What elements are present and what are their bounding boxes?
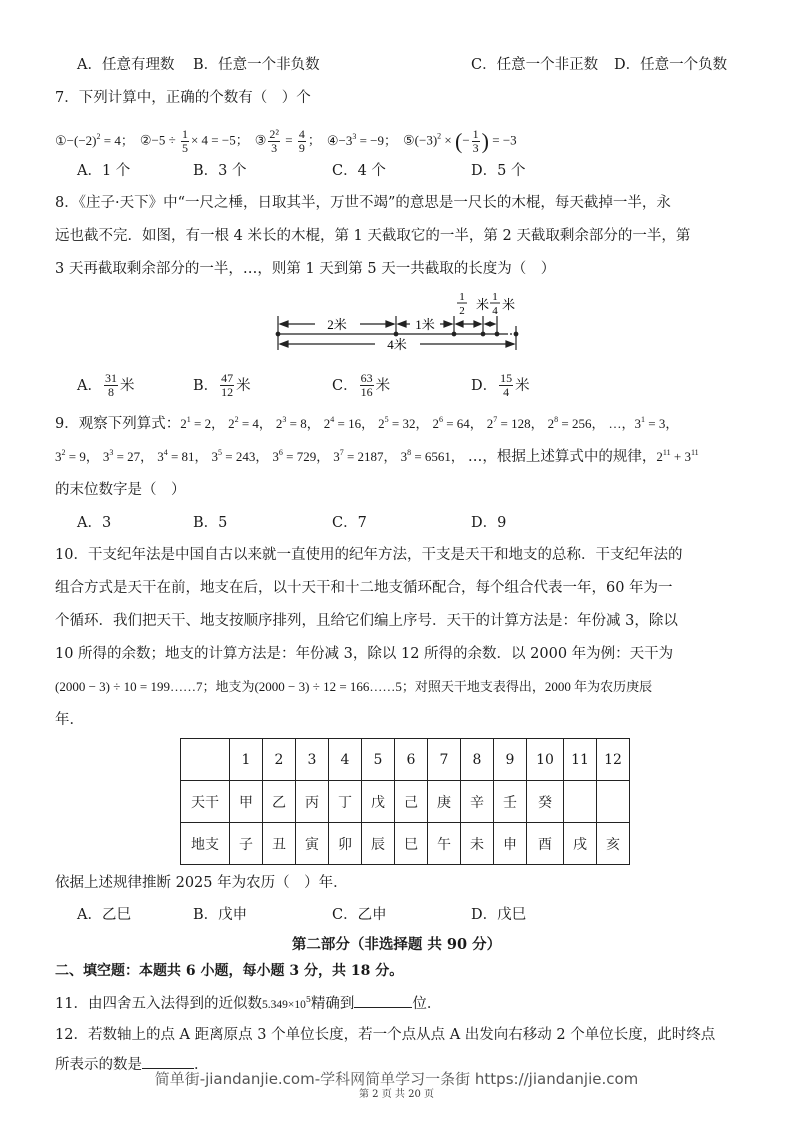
q12-answer-blank[interactable] xyxy=(142,1054,194,1069)
table-cell: 10 xyxy=(527,739,564,781)
table-cell: 壬 xyxy=(494,781,527,823)
power-expression: $3^7 = 2187$， xyxy=(333,448,397,464)
table-cell: 1 xyxy=(230,739,263,781)
q12-line-2: 所表示的数是 ． xyxy=(55,1054,209,1075)
page-number: 第 2 页 共 20 页 xyxy=(359,1089,434,1100)
table-cell: 酉 xyxy=(527,823,564,865)
table-cell: 11 xyxy=(564,739,597,781)
table-cell: 癸 xyxy=(527,781,564,823)
q6-option-a: A．任意有理数 xyxy=(77,57,175,73)
q9-line-2: $3^2 = 9$， $3^3 = 27$， $3^4 = 81$， $3^5 = 243$， $3^6 = 729$， $3^7 = 2187$， $3^8 = 6561$， …，根据上述算式中的规律，$2^{11} + 3^{11}$ xyxy=(55,448,699,465)
q7-option-d: D．5 个 xyxy=(471,163,526,179)
power-expression: $2^4 = 16$， xyxy=(323,415,375,431)
q10-question: 依据上述规律推断 2025 年为农历（ ）年． xyxy=(55,875,348,891)
diagram-label-1m: 1米 xyxy=(415,317,435,332)
power-expression: $2^2 = 4$， xyxy=(228,415,272,431)
table-row xyxy=(181,781,630,823)
table-cell: 地支 xyxy=(181,823,230,865)
table-cell: 亥 xyxy=(597,823,630,865)
q10-option-c: C．乙申 xyxy=(332,907,387,923)
q9-option-d: D．9 xyxy=(471,515,507,531)
power-expression: $2^3 = 8$， xyxy=(275,415,320,431)
q8-line-2: 远也截不完．如图，有一根 4 米长的木棍，第 1 天截取它的一半，第 2 天截取剩余部分的一半，第 xyxy=(55,228,691,244)
q9-option-c: C．7 xyxy=(332,515,367,531)
q6-option-b: B．任意一个非负数 xyxy=(193,57,320,73)
powers-of-3 xyxy=(55,449,468,464)
q8-option-c: C． $\frac{63}{16}$ 米 xyxy=(332,371,391,399)
diagram-half-unit: 米 xyxy=(476,297,490,312)
table-header-row xyxy=(181,739,630,781)
table-cell: 丑 xyxy=(263,823,296,865)
q11-answer-blank[interactable] xyxy=(354,993,412,1008)
q7-expr-5: $⑤(-3)^2$ × (− $\frac{1}{3}$ ) = −3 xyxy=(403,126,517,155)
diagram-quarter-num: 1 xyxy=(492,291,498,303)
diagram-label-4m: 4米 xyxy=(387,337,407,352)
power-expression: $3^4 = 81$， xyxy=(157,448,208,464)
table-cell: 戌 xyxy=(564,823,597,865)
table-cell: 巳 xyxy=(395,823,428,865)
q9-line-1: 9．观察下列算式：$2^1 = 2$， $2^2 = 4$， $2^3 = 8$， $2^4 = 16$， $2^5 = 32$， $2^6 = 64$， $2^7 = 128$， $2^8 = 256$， …，$3^1 = 3$， xyxy=(55,414,682,434)
power-expression: $2^5 = 32$， xyxy=(378,415,429,431)
stick-diagram xyxy=(270,286,530,354)
power-expression: $3^3 = 27$， xyxy=(102,448,154,464)
table-cell: 丁 xyxy=(329,781,362,823)
q7-option-c: C．4 个 xyxy=(332,163,386,179)
powers-of-3-start xyxy=(635,416,683,431)
table-cell: 辰 xyxy=(362,823,395,865)
q7-expr-2: ②−5 ÷ $\frac{1}{5}$ × 4 = −5； xyxy=(139,126,249,155)
ganzhi-table xyxy=(180,738,630,865)
q7-stem: 7．下列计算中，正确的个数有（ ）个 xyxy=(55,90,311,106)
q9-line-3: 的末位数字是（ ） xyxy=(55,482,186,498)
diagram-half-den: 2 xyxy=(459,305,465,317)
diagram-half-num: 1 xyxy=(459,291,465,303)
power-expression: $3^2 = 9$， xyxy=(55,448,99,464)
watermark: 简单街-jiandanjie.com-学科网简单学习一条街 https://jiandanjie.com xyxy=(154,1070,639,1088)
q9-option-a: A．3 xyxy=(77,515,112,531)
q7-option-b: B．3 个 xyxy=(193,163,247,179)
q10-line-1: 10．干支纪年法是中国自古以来就一直使用的纪年方法，干支是天干和地支的总称．干支纪年法的 xyxy=(55,547,683,563)
q7-option-a: A．1 个 xyxy=(77,163,131,179)
q8-line-3: 3 天再截取剩余部分的一半，…，则第 1 天到第 5 天一共截取的长度为（ ） xyxy=(55,261,556,277)
table-cell xyxy=(564,781,597,823)
table-cell: 乙 xyxy=(263,781,296,823)
q8-option-b: B． $\frac{47}{12}$ 米 xyxy=(193,371,251,399)
q8-option-d: D． $\frac{15}{4}$ 米 xyxy=(471,371,530,399)
table-cell: 庚 xyxy=(428,781,461,823)
power-expression: $3^1 = 3$， xyxy=(634,415,679,431)
q10-line-4: 10 所得的余数；地支的计算方法是：年份减 3，除以 12 所得的余数．以 2000 年为例：天干为 xyxy=(55,646,674,662)
power-expression: $3^5 = 243$， xyxy=(211,448,269,464)
table-cell: 天干 xyxy=(181,781,230,823)
diagram-label-2m: 2米 xyxy=(327,317,347,332)
section2-heading: 二、填空题：本题共 6 小题，每小题 3 分，共 18 分。 xyxy=(55,963,404,979)
q6-option-d: D．任意一个负数 xyxy=(614,57,728,73)
table-cell: 6 xyxy=(395,739,428,781)
power-expression: $2^6 = 64$， xyxy=(432,415,483,431)
table-cell xyxy=(597,781,630,823)
table-row xyxy=(181,823,630,865)
table-cell: 12 xyxy=(597,739,630,781)
q8-option-a: A． $\frac{31}{8}$ 米 xyxy=(77,371,135,399)
power-expression: $3^6 = 729$， xyxy=(272,448,330,464)
table-cell: 午 xyxy=(428,823,461,865)
table-cell: 7 xyxy=(428,739,461,781)
q8-line-1: 8．《庄子·天下》中“一尺之棰，日取其半，万世不竭”的意思是一尺长的木棍，每天截掉一半，永 xyxy=(55,195,671,211)
table-cell: 8 xyxy=(461,739,494,781)
q7-expr-3: ③ $\frac{\text{2²}}{3}$ = $\frac{4}{9}$ ； xyxy=(254,126,321,155)
powers-of-2 xyxy=(180,416,608,431)
table-cell: 己 xyxy=(395,781,428,823)
q7-expr-4: $④-3^3 = -9$； xyxy=(326,132,397,148)
table-cell: 丙 xyxy=(296,781,329,823)
table-cell xyxy=(181,739,230,781)
power-expression: $2^7 = 128$， xyxy=(486,415,544,431)
table-cell: 子 xyxy=(230,823,263,865)
q10-line-2: 组合方式是天干在前，地支在后，以十天干和十二地支循环配合，每个组合代表一年，60 年为一 xyxy=(55,580,673,596)
table-cell: 寅 xyxy=(296,823,329,865)
table-cell: 申 xyxy=(494,823,527,865)
q10-option-b: B．戊申 xyxy=(193,907,248,923)
table-cell: 4 xyxy=(329,739,362,781)
table-cell: 2 xyxy=(263,739,296,781)
q9-expression: $2^{11} + 3^{11}$ xyxy=(656,448,699,464)
q10-line-5: (2000 − 3) ÷ 10 = 199……7；地支为(2000 − 3) ÷ 12 = 166……5；对照天干地支表得出，2000 年为农历庚辰 xyxy=(55,679,653,694)
table-cell: 未 xyxy=(461,823,494,865)
q6-option-c: C．任意一个非正数 xyxy=(471,57,599,73)
part2-title: 第二部分（非选择题 共 90 分） xyxy=(291,936,502,953)
q12-line-1: 12．若数轴上的点 A 距离原点 3 个单位长度，若一个点从点 A 出发向右移动 2 个单位长度，此时终点 xyxy=(55,1027,716,1043)
q7-expressions xyxy=(55,126,517,156)
table-cell: 9 xyxy=(494,739,527,781)
q10-line-6: 年． xyxy=(55,712,84,728)
q10-option-a: A．乙巳 xyxy=(77,907,131,923)
diagram-quarter-unit: 米 xyxy=(502,297,516,312)
table-cell: 卯 xyxy=(329,823,362,865)
power-expression: $3^8 = 6561$， xyxy=(400,448,464,464)
table-cell: 3 xyxy=(296,739,329,781)
power-expression: $2^1 = 2$， xyxy=(180,415,225,431)
q9-option-b: B．5 xyxy=(193,515,228,531)
table-cell: 戊 xyxy=(362,781,395,823)
table-cell: 5 xyxy=(362,739,395,781)
power-expression: $2^8 = 256$， xyxy=(547,415,605,431)
q7-expr-1: $①-(-2)^2 = 4$； xyxy=(55,132,134,148)
q10-line-3: 个循环．我们把天干、地支按顺序排列，且给它们编上序号．天干的计算方法是：年份减 3，除以 xyxy=(55,613,678,629)
table-cell: 辛 xyxy=(461,781,494,823)
q10-option-d: D．戊巳 xyxy=(471,907,527,923)
diagram-quarter-den: 4 xyxy=(492,305,498,317)
q11: 11．由四舍五入法得到的近似数$5.349\times 10^5$精确到 位． xyxy=(55,995,442,1012)
table-cell: 甲 xyxy=(230,781,263,823)
